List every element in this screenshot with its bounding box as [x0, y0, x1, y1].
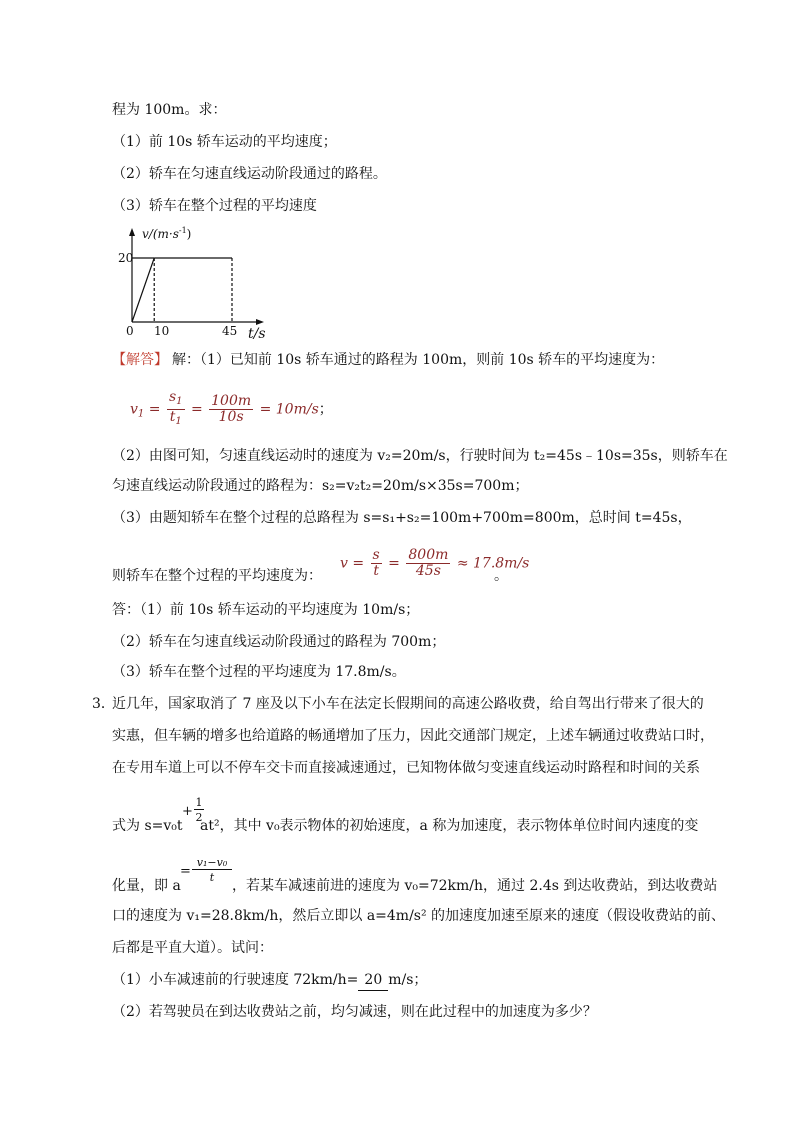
answer-line-4: 则轿车在整个过程的平均速度为：: [112, 568, 322, 584]
chart-xlabel: t/s: [248, 326, 266, 342]
series-segment: [132, 258, 154, 322]
formula-v: v = $\frac{s}{t}$ = $\frac{800m}{45s}$ ≈ 17.8m/s: [340, 547, 530, 579]
problem-number: 3．: [92, 696, 115, 712]
problem-3-line-1: 近几年，国家取消了 7 座及以下小车在法定长假期间的高速公路收费，给自驾出行带来了很大的: [112, 696, 704, 712]
answer-tag: 【解答】: [112, 352, 168, 368]
velocity-time-chart: [112, 222, 282, 342]
conclusion-1: 答：（1）前 10s 轿车运动的平均速度为 10m/s；: [112, 602, 420, 618]
formula-tail: 。: [494, 568, 508, 584]
formula-v1: $v_1$ = $\frac{s_1}{t_1}$ = $\frac{100m}{10s}$ = 10m/s；: [130, 389, 333, 427]
conclusion-2: （2）轿车在匀速直线运动阶段通过的路程为 700m；: [112, 634, 446, 650]
conclusion-3: （3）轿车在整个过程的平均速度为 17.8m/s。: [112, 664, 406, 680]
problem-3-line-6: 口的速度为 v₁=28.8km/h，然后立即以 a=4m/s² 的加速度加速至原来的速度（假设收费站的前、: [112, 908, 726, 924]
question-3: （3）轿车在整个过程的平均速度: [112, 198, 317, 214]
answer-line-2b: 匀速直线运动阶段通过的路程为：s₂=v₂t₂=20m/s×35s=700m；: [112, 478, 529, 494]
problem-3-line-5a: 化量，即 a: [112, 878, 181, 894]
problem-3-question-1: （1）小车减速前的行驶速度 72km/h= 20 m/s；: [112, 970, 427, 991]
text-line: 程为 100m。求：: [112, 102, 227, 118]
answer-line-3: （3）由题知轿车在整个过程的总路程为 s=s₁+s₂=100m+700m=800m，总时间 t=45s，: [112, 510, 692, 526]
problem-3-question-2: （2）若驾驶员在到达收费站之前，均匀减速，则在此过程中的加速度为多少？: [112, 1004, 597, 1020]
x-axis-arrow: [256, 319, 264, 325]
problem-3-line-4b: at²，其中 v₀表示物体的初始速度，a 称为加速度，表示物体单位时间内速度的变: [200, 818, 699, 834]
question-1: （1）前 10s 轿车运动的平均速度；: [112, 134, 337, 150]
answer-line-1: 解：（1）已知前 10s 轿车通过的路程为 100m，则前 10s 轿车的平均速度为：: [172, 352, 665, 368]
chart-y-tick: 20: [118, 251, 134, 265]
problem-3-line-5b: ，若某车减速前进的速度为 v₀=72km/h，通过 2.4s 到达收费站，到达收费站: [232, 878, 718, 894]
answer-blank: 20: [358, 970, 388, 991]
y-axis-arrow: [129, 228, 135, 236]
chart-x-tick-10: 10: [154, 324, 170, 338]
chart-x-tick-45: 45: [222, 324, 238, 338]
problem-3-line-4a: 式为 s=v₀t: [112, 818, 183, 834]
chart-ylabel: $v/(m\cdot s^{-1})$: [142, 226, 192, 241]
problem-3-line-3: 在专用车道上可以不停车交卡而直接减速通过，已知物体做匀变速直线运动时路程和时间的关系: [112, 760, 700, 776]
question-2: （2）轿车在匀速直线运动阶段通过的路程。: [112, 166, 387, 182]
problem-3-line-7: 后都是平直大道）。试问：: [112, 940, 273, 956]
chart-x-tick-0: 0: [126, 324, 134, 338]
problem-3-line-2: 实惠，但车辆的增多也给道路的畅通增加了压力，因此交通部门规定，上述车辆通过收费站口时，: [112, 728, 714, 744]
answer-line-2a: （2）由图可知，匀速直线运动时的速度为 v₂=20m/s，行驶时间为 t₂=45s﹣10s=35s，则轿车在: [112, 448, 728, 464]
